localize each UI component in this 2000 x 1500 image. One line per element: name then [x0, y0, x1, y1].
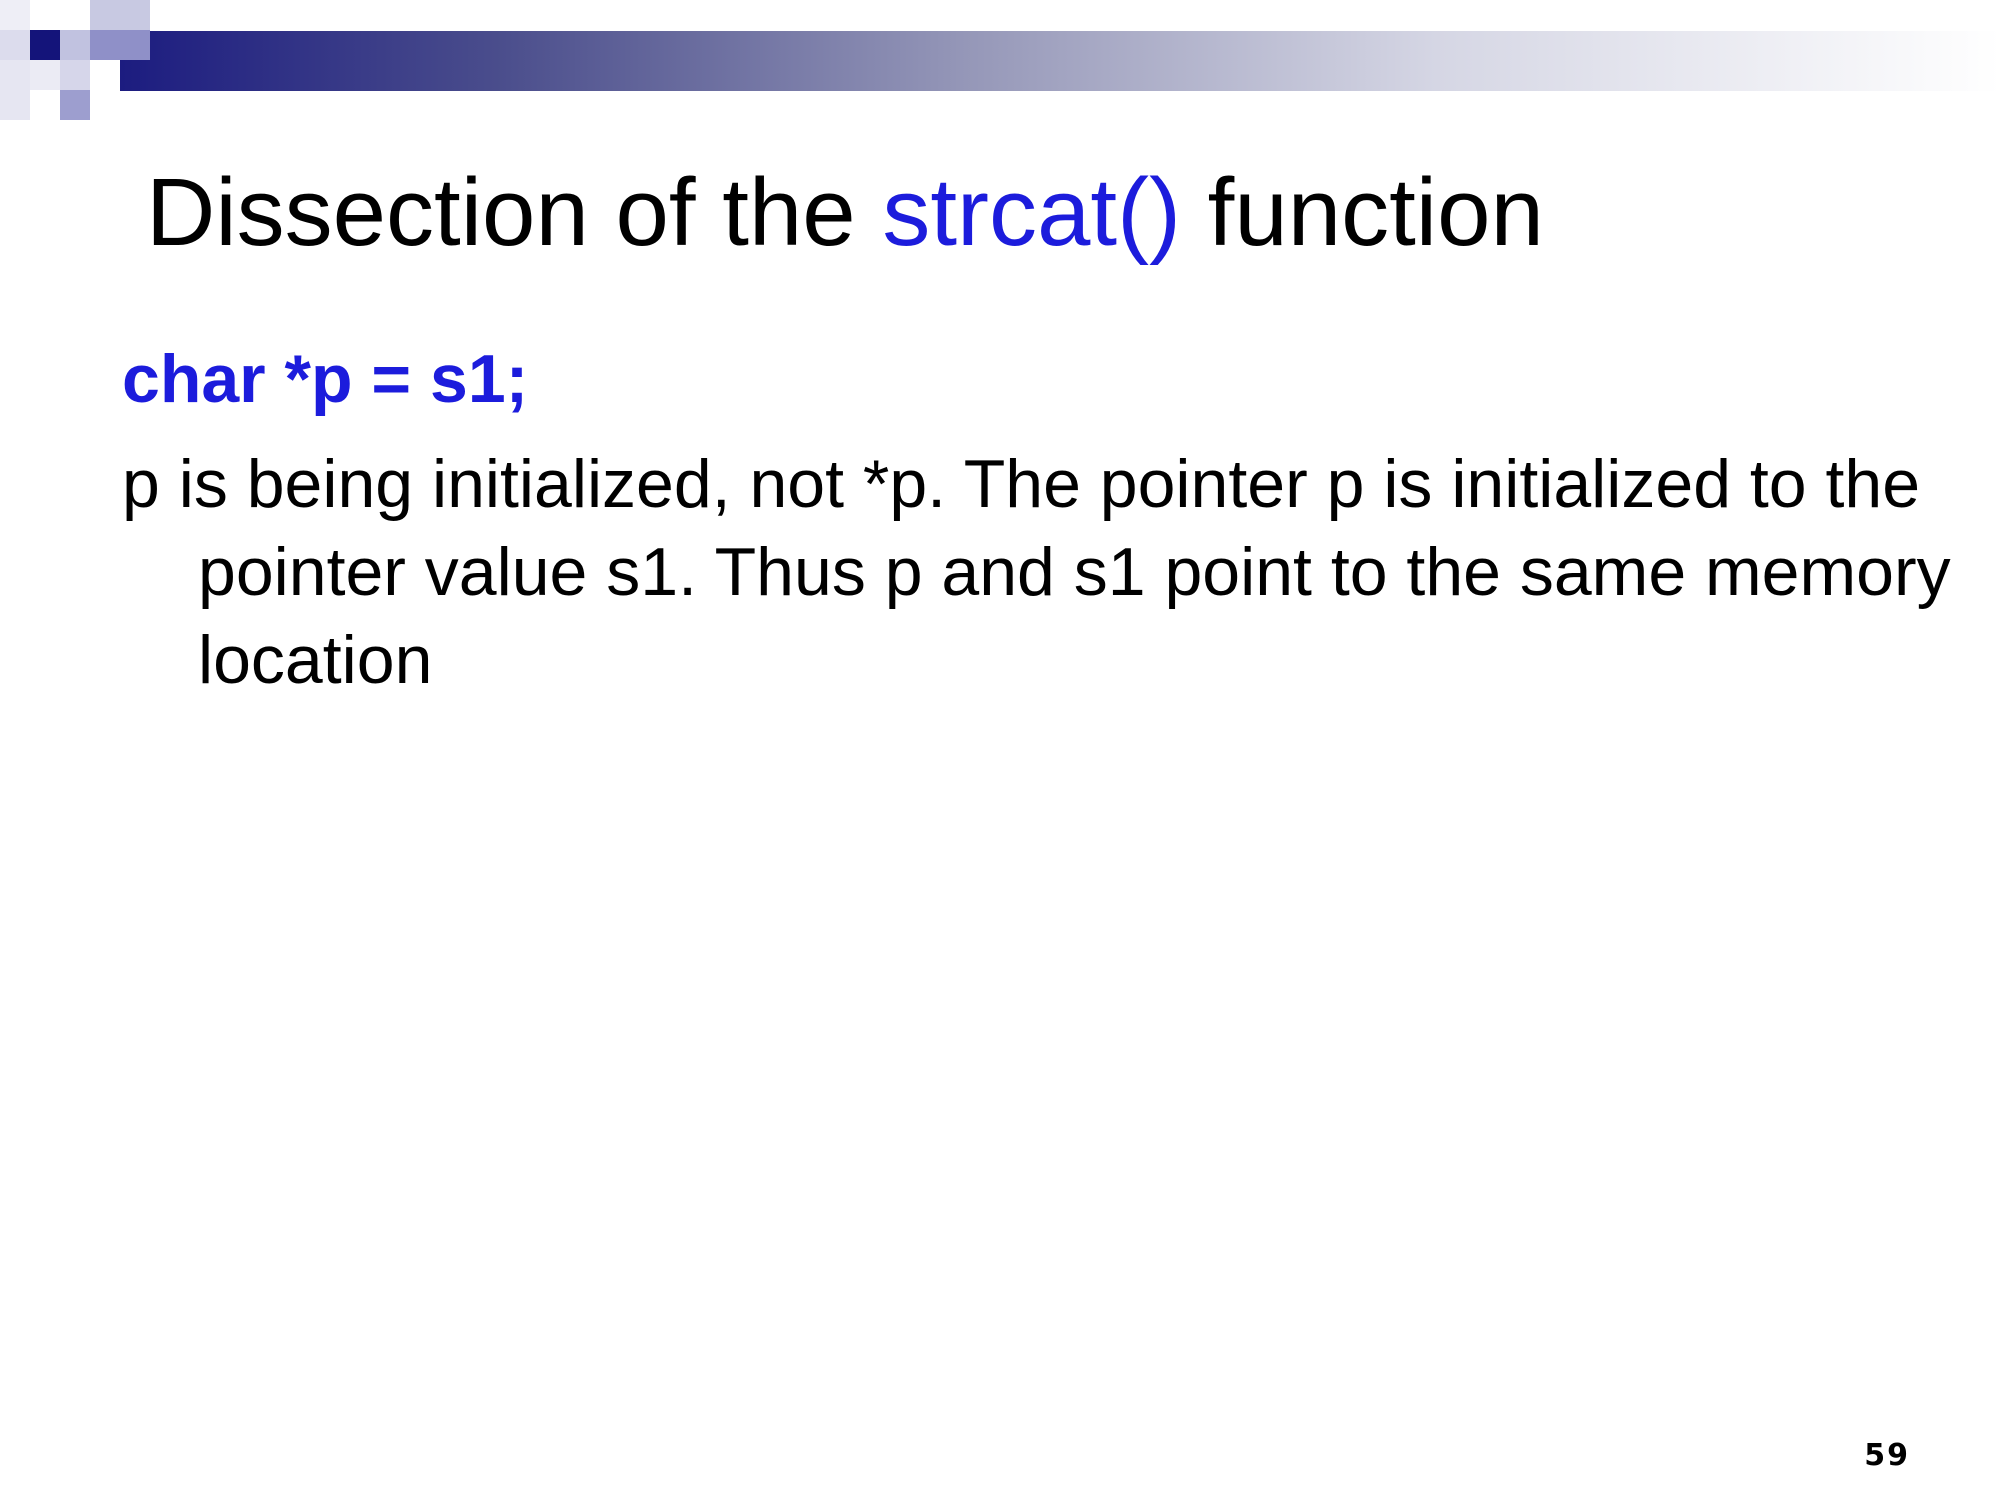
- title-function-name: strcat(): [882, 159, 1181, 266]
- corner-square-decoration: [30, 30, 60, 60]
- corner-square-decoration: [60, 90, 90, 120]
- corner-square-decoration: [90, 30, 150, 60]
- corner-square-decoration: [0, 60, 30, 120]
- explanation-paragraph: p is being initialized, not *p. The pointer p is initialized to the pointer value s1. Thus p and s1 point to the same memory location: [122, 446, 1951, 698]
- corner-square-decoration: [0, 0, 30, 30]
- code-statement: char *p = s1;: [122, 341, 529, 417]
- corner-square-decoration: [30, 60, 60, 90]
- corner-square-decoration: [0, 30, 30, 60]
- corner-square-decoration: [90, 0, 150, 30]
- corner-square-decoration: [30, 0, 60, 30]
- title-suffix: function: [1181, 159, 1544, 266]
- corner-square-decoration: [60, 60, 90, 90]
- title-prefix: Dissection of the: [146, 159, 883, 266]
- slide-title: [146, 155, 1544, 271]
- corner-square-decoration: [60, 30, 90, 60]
- header-gradient-band: [120, 31, 2000, 91]
- page-number: 59: [1864, 1438, 1910, 1473]
